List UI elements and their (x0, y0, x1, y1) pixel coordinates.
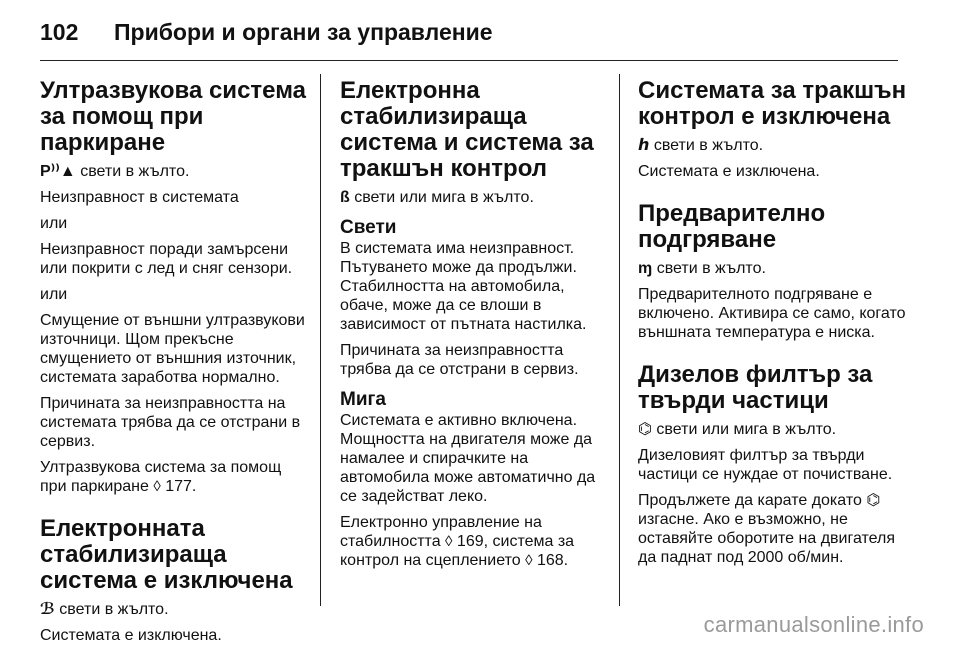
status-text: свети или мига в жълто. (354, 189, 534, 206)
paragraph: В системата има неизправност. Пътуването може да продължи. Стабилността на автомобила, обаче, може да се влоши в зависимост от пътната настилка. (340, 240, 587, 333)
paragraph: Системата е изключена. (638, 163, 820, 180)
paragraph-with-reference (40, 458, 312, 496)
paragraph-text: Продължете да карате докато (638, 492, 862, 509)
esp-status (340, 188, 612, 207)
column-3 (638, 78, 910, 574)
paragraph: Причината за неизправността трябва да се отстрани в сервиз. (340, 342, 579, 378)
paragraph: Неизправност поради замърсени или покрити с лед и сняг сензори. (40, 241, 293, 277)
paragraph: Неизправност в системата (40, 189, 239, 206)
status-text: свети или мига в жълто. (656, 421, 837, 438)
paragraph-text: изгасне. Ако е възможно, не оставяйте оборотите на двигателя да паднат под 2000 об/мин. (638, 511, 896, 566)
or-text: или (40, 215, 68, 232)
reference-text: Ултразвукова система за помощ при паркиране (40, 459, 282, 495)
page-number: 102 (40, 19, 79, 45)
section-title-dpf: Дизелов филтър за твърди частици (638, 361, 873, 414)
parking-assist-icon: P⁾⁾▲ (40, 163, 76, 180)
section-title-parking-assist: Ултразвукова система за помощ при паркиране (40, 77, 306, 156)
paragraph: Системата е изключена. (40, 627, 222, 644)
preheating-status (638, 259, 910, 278)
reference-arrow-icon: ◊ (445, 533, 453, 550)
paragraph-with-reference (340, 513, 612, 570)
status-text: свети в жълто. (59, 601, 169, 618)
reference-arrow-icon: ◊ (525, 552, 533, 569)
reference-text: Електронно управление на стабилността (340, 514, 542, 550)
paragraph: Причината за неизправността на системата трябва да се отстрани в сервиз. (40, 395, 301, 450)
esp-off-status (40, 600, 312, 619)
page-header (40, 12, 920, 52)
status-text: свети в жълто. (656, 260, 766, 277)
paragraph: Смущение от външни ултразвукови източници. Щом прекъсне смущението от външния източник, системата заработва нормално. (40, 312, 305, 386)
page-reference-link[interactable]: 169 (456, 533, 484, 550)
parking-assist-status (40, 162, 312, 181)
column-1 (40, 78, 312, 652)
or-text: или (40, 286, 68, 303)
tc-off-status (638, 136, 910, 155)
paragraph: Дизеловият филтър за твърди частици се нуждае от почистване. (638, 447, 893, 483)
esp-icon: ß (340, 189, 350, 206)
reference-text: , система за контрол на сцеплението (340, 533, 575, 569)
subheading-lit: Свети (340, 217, 397, 238)
section-title-esp-tc: Електронна стабилизираща система и система за тракшън контрол (340, 77, 594, 182)
diesel-particle-filter-icon: ⌬ (866, 492, 881, 509)
paragraph-with-icon (638, 491, 910, 567)
column-divider-1 (320, 74, 321, 606)
paragraph: Предварителното подгряване е включено. Активира се само, когато външната температура е ниска. (638, 286, 906, 341)
reference-arrow-icon: ◊ (153, 478, 161, 495)
dpf-status (638, 420, 910, 439)
status-text: свети в жълто. (80, 163, 190, 180)
paragraph: Системата е активно включена. Мощността на двигателя може да намалее и спирачките на автомобила може автоматично да се задействат леко. (340, 412, 596, 505)
page-reference-link[interactable]: 168. (536, 552, 569, 569)
section-title-tc-off: Системата за тракшън контрол е изключена (638, 77, 907, 130)
page-title: Прибори и органи за управление (114, 19, 493, 45)
glow-plug-icon: ɱ (638, 260, 653, 277)
page-reference-link[interactable]: 177. (165, 478, 197, 495)
tc-off-icon: ℎ (638, 137, 650, 154)
watermark: carmanualsonline.info (703, 612, 924, 637)
section-title-esp-off: Електронната стабилизираща система е изключена (40, 515, 293, 594)
esp-off-icon: ℬ (40, 601, 55, 618)
column-divider-2 (619, 74, 620, 606)
column-2 (340, 78, 612, 577)
diesel-particle-filter-icon: ⌬ (638, 421, 652, 438)
section-title-preheating: Предварително подгряване (638, 200, 826, 253)
subheading-flashing: Мига (340, 389, 386, 410)
status-text: свети в жълто. (653, 137, 764, 154)
header-divider (40, 60, 898, 61)
